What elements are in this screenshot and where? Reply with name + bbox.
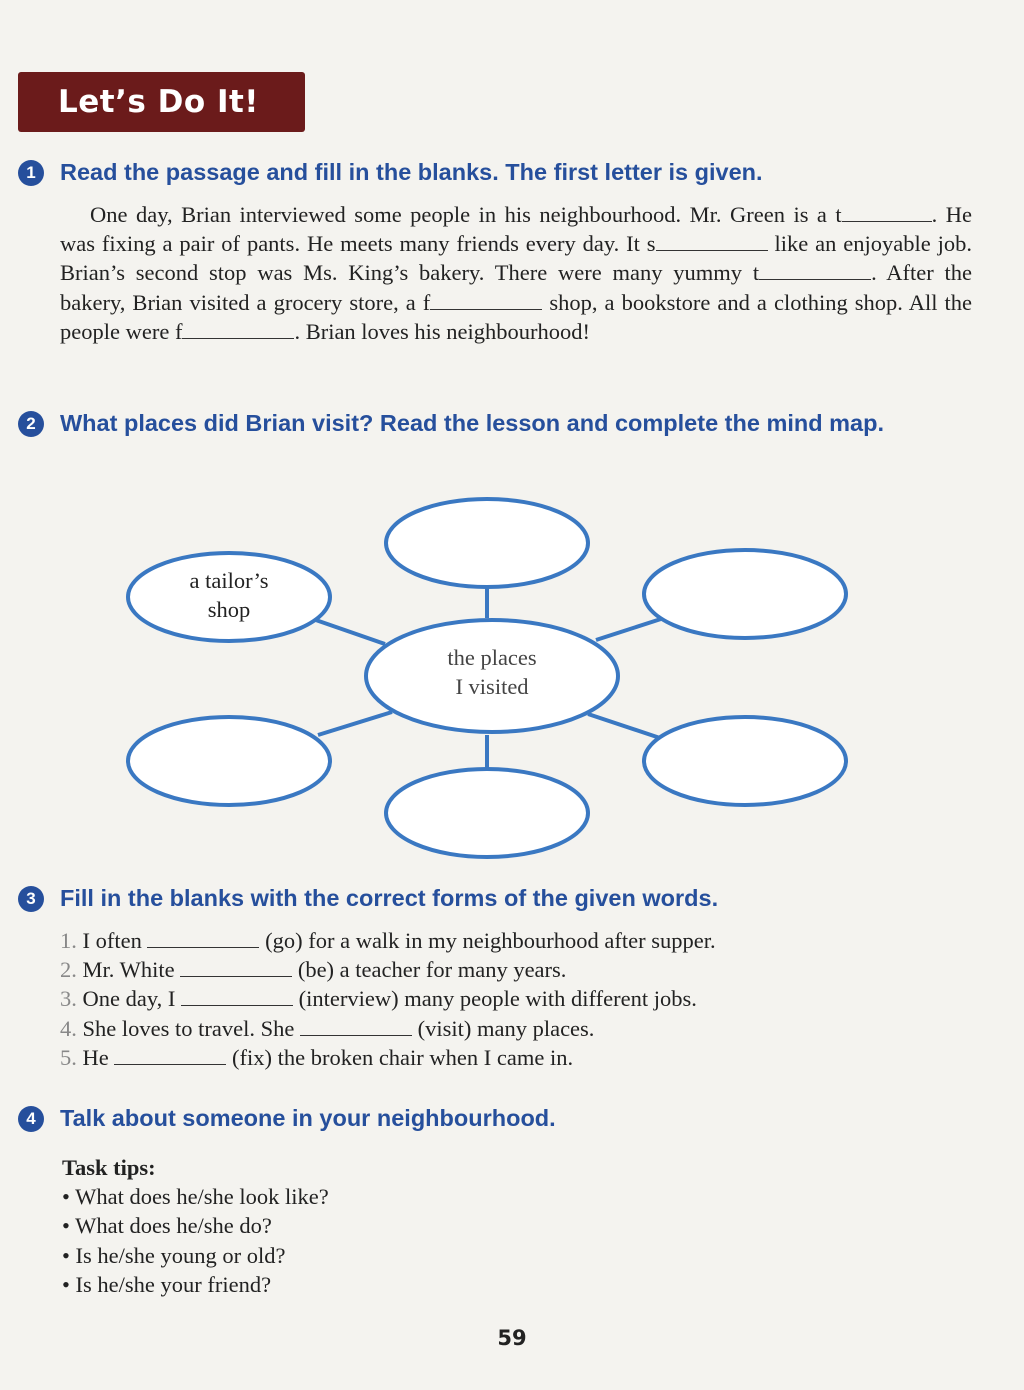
- center-node-label: [372, 643, 612, 701]
- question-2-title: What places did Brian visit? Read the lesson and complete the mind map.: [60, 410, 884, 436]
- question-number-badge: 1: [18, 160, 44, 186]
- item-number: 5.: [60, 1044, 77, 1070]
- center-label-line: the places: [447, 645, 537, 670]
- tip-item: • Is he/she your friend?: [62, 1271, 272, 1297]
- question-number-badge: 4: [18, 1106, 44, 1132]
- item-number: 4.: [60, 1015, 77, 1041]
- mind-map-node-bottom[interactable]: [386, 769, 588, 857]
- question-3-title: Fill in the blanks with the correct forms of the given words.: [60, 885, 719, 911]
- list-item: [60, 1014, 716, 1043]
- item-text: (go) for a walk in my neighbourhood after supper.: [259, 928, 716, 953]
- mind-map-node-top[interactable]: [386, 499, 588, 587]
- question-4-heading: [18, 1103, 556, 1133]
- passage-text: shop, a bookstore and a clothing shop. All the people were f: [60, 289, 972, 344]
- item-number: 3.: [60, 986, 77, 1012]
- tip-item: • What does he/she do?: [62, 1213, 272, 1239]
- item-text: I often: [82, 928, 148, 953]
- page-number: 59: [497, 1326, 527, 1350]
- list-item: [60, 955, 716, 984]
- connector-line: [588, 714, 660, 738]
- node-label-line: shop: [207, 597, 251, 622]
- mind-map-node-top-right[interactable]: [644, 550, 846, 638]
- question-1-title: Read the passage and fill in the blanks. The first letter is given.: [60, 159, 763, 185]
- node-label-line: a tailor’s: [189, 568, 269, 593]
- question-number-badge: 2: [18, 411, 44, 437]
- item-number: 1.: [60, 928, 77, 953]
- mind-map-node-bottom-left[interactable]: [128, 717, 330, 805]
- passage-text: One day, Brian interviewed some people in his neighbourhood. Mr. Green is a t: [90, 202, 842, 227]
- item-text: (visit) many places.: [411, 1015, 595, 1041]
- tip-item: • Is he/she young or old?: [62, 1242, 286, 1268]
- passage-text: like an enjoyable job. Brian’s second stop was Ms. King’s bakery. There were many yummy t: [60, 231, 972, 286]
- question-number-badge: 3: [18, 886, 44, 912]
- exercise-list: [60, 926, 716, 1072]
- item-text: (be) a teacher for many years.: [292, 957, 567, 983]
- passage-text: . He was fixing a pair of pants. He meets many friends every day. It s: [60, 202, 972, 257]
- item-text: He: [82, 1044, 115, 1070]
- item-number: 2.: [60, 957, 77, 983]
- answer-blank[interactable]: [114, 1046, 226, 1065]
- center-label-line: I visited: [455, 674, 529, 699]
- answer-blank[interactable]: [180, 958, 292, 977]
- tailors-shop-label: [129, 566, 329, 624]
- passage-text: . After the bakery, Brian visited a grocery store, a f: [60, 260, 972, 315]
- answer-blank[interactable]: [147, 929, 259, 948]
- task-tips-title: Task tips:: [62, 1155, 156, 1180]
- connector-line: [596, 618, 664, 640]
- answer-blank[interactable]: [181, 987, 293, 1006]
- question-3-heading: [18, 883, 718, 913]
- list-item: [60, 1043, 716, 1072]
- task-tips: [62, 1153, 329, 1299]
- banner-title: Let’s Do It!: [58, 84, 259, 120]
- passage-text: . Brian loves his neighbourhood!: [294, 318, 591, 344]
- list-item: [60, 926, 716, 955]
- list-item: [60, 984, 716, 1013]
- tip-item: • What does he/she look like?: [62, 1184, 329, 1210]
- answer-blank[interactable]: [300, 1017, 412, 1036]
- item-text: Mr. White: [82, 957, 181, 983]
- item-text: She loves to travel. She: [82, 1015, 300, 1041]
- item-text: (fix) the broken chair when I came in.: [226, 1044, 574, 1070]
- item-text: One day, I: [82, 986, 182, 1012]
- item-text: (interview) many people with different jobs.: [293, 986, 697, 1012]
- connector-line: [318, 712, 392, 735]
- question-4-title: Talk about someone in your neighbourhood.: [60, 1105, 556, 1131]
- mind-map-node-bottom-right[interactable]: [644, 717, 846, 805]
